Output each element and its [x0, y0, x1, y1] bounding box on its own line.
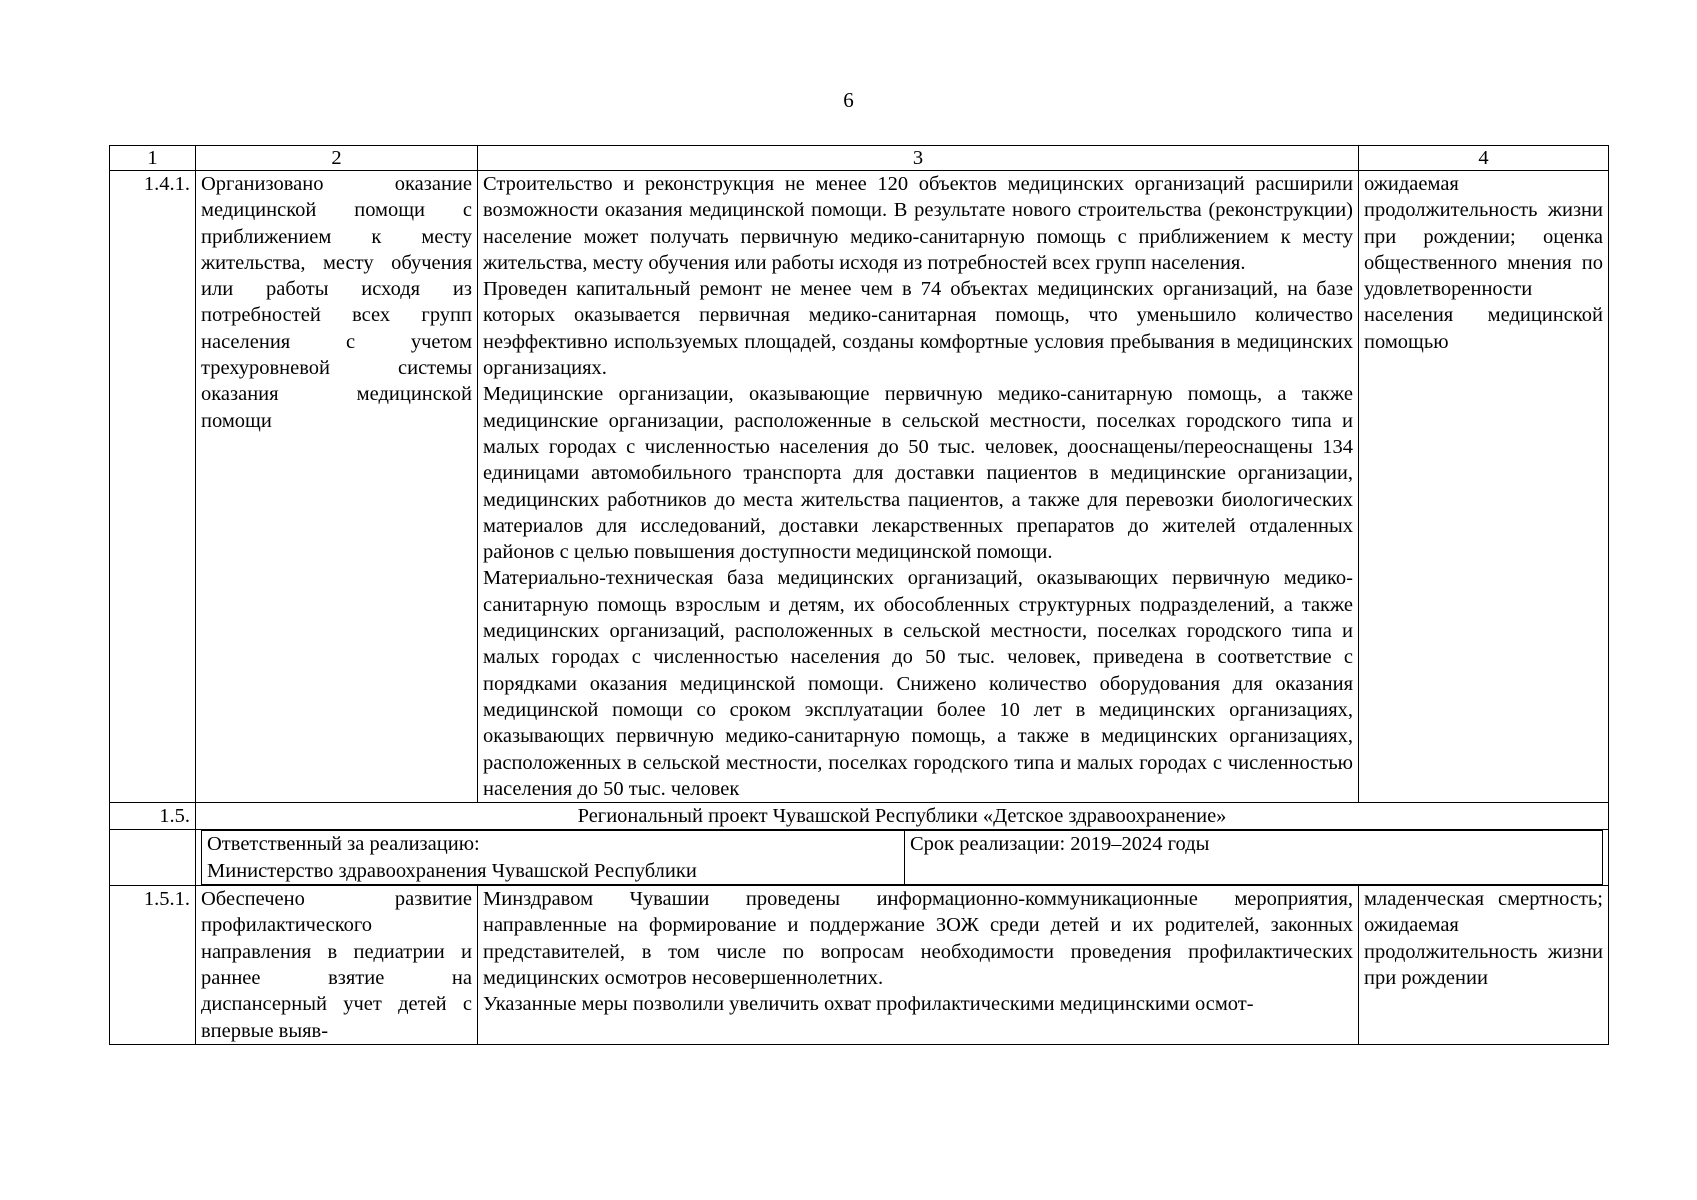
responsible-label: Ответственный за реализацию:	[207, 833, 480, 856]
implementation-term: Срок реализации: 2019–2024 годы	[910, 833, 1210, 856]
responsible-value: Министерство здравоохранения Чувашской Республики	[207, 859, 697, 882]
responsible-block	[202, 831, 905, 885]
regional-project-title: Региональный проект Чувашской Республики «Детское здравоохранение»	[196, 803, 1609, 830]
table-row-1-4-1	[110, 171, 1609, 803]
row-number: 1.4.1.	[110, 171, 196, 803]
column-header-4: 4	[1359, 146, 1609, 171]
description-cell	[478, 886, 1359, 1045]
description-paragraph: Указанные меры позволили увеличить охват профилактическими медицинскими осмот-	[483, 993, 1254, 1016]
term-block	[905, 831, 1603, 885]
table-row-1-5-1	[110, 886, 1609, 1045]
table-row-1-5	[110, 803, 1609, 830]
column-header-1: 1	[110, 146, 196, 171]
description-cell	[478, 171, 1359, 803]
task-result-cell: Обеспечено развитие профилактического направления в педиатрии и раннее взятие на диспансерный учет детей с впервые выяв-	[196, 886, 478, 1045]
task-result-cell: Организовано оказание медицинской помощи с приближением к месту жительства, месту обучения или работы исходя из потребностей всех групп населения с учетом трехуровневой системы оказания медицинской помощи	[196, 171, 478, 803]
row-number: 1.5.1.	[110, 886, 196, 1045]
description-paragraph: Материально-техническая база медицинских организаций, оказывающих первичную медико-санитарную помощь взрослым и детям, их обособленных структурных подразделений, а также медицинских организаций, расположенных в сельской местности, поселках городского типа и малых городах с численностью населения до 50 тыс. человек, приведена в соответствие с порядками оказания медицинской помощи. Снижено количество оборудования для оказания медицинской помощи со сроком эксплуатации более 10 лет в медицинских организациях, оказывающих первичную медико-санитарную помощь, а также в медицинских организациях, расположенных в сельской местности, поселках городского типа и малых городах с численностью населения до 50 тыс. человек	[483, 567, 1353, 800]
indicator-cell: ожидаемая продолжительность жизни при рождении; оценка общественного мнения по удовлетворенности населения медицинской помощью	[1359, 171, 1609, 803]
column-number-header-row	[110, 146, 1609, 171]
description-paragraph: Медицинские организации, оказывающие первичную медико-санитарную помощь, а также медицинские организации, расположенные в сельской местности, поселках городского типа и малых городах с численностью населения до 50 тыс. человек, дооснащены/переоснащены 134 единицами автомобильного транспорта для доставки пациентов в медицинские организации, медицинских работников до места жительства пациентов, а также для перевозки биологических материалов для исследований, доставки лекарственных препаратов до жителей отдаленных районов с целью повышения доступности медицинской помощи.	[483, 383, 1353, 564]
column-header-3: 3	[478, 146, 1359, 171]
empty-number-cell	[110, 830, 196, 886]
row-number: 1.5.	[110, 803, 196, 830]
page-number: 6	[843, 88, 854, 112]
description-paragraph: Строительство и реконструкция не менее 120 объектов медицинских организаций расширили возможности оказания медицинской помощи. В результате нового строительства (реконструкции) население может получать первичную медико-санитарную помощь с приближением к месту жительства, месту обучения или работы исходя из потребностей всех групп населения.	[483, 173, 1353, 274]
description-paragraph: Минздравом Чувашии проведены информационно-коммуникационные мероприятия, направленные на формирование и поддержание ЗОЖ среди детей и их родителей, законных представителей, в том числе по вопросам необходимости проведения профилактических медицинских осмотров несовершеннолетних.	[483, 888, 1353, 989]
results-table	[109, 145, 1609, 1045]
responsible-term-layout	[201, 830, 1603, 885]
column-header-2: 2	[196, 146, 478, 171]
responsible-and-term-cell	[196, 830, 1609, 886]
description-paragraph: Проведен капитальный ремонт не менее чем в 74 объектах медицинских организаций, на базе которых оказывается первичная медико-санитарная помощь, что уменьшило количество неэффективно используемых площадей, созданы комфортные условия пребывания в медицинских организациях.	[483, 278, 1353, 380]
table-row-responsible	[110, 830, 1609, 886]
indicator-cell: младенческая смертность; ожидаемая продолжительность жизни при рождении	[1359, 886, 1609, 1045]
